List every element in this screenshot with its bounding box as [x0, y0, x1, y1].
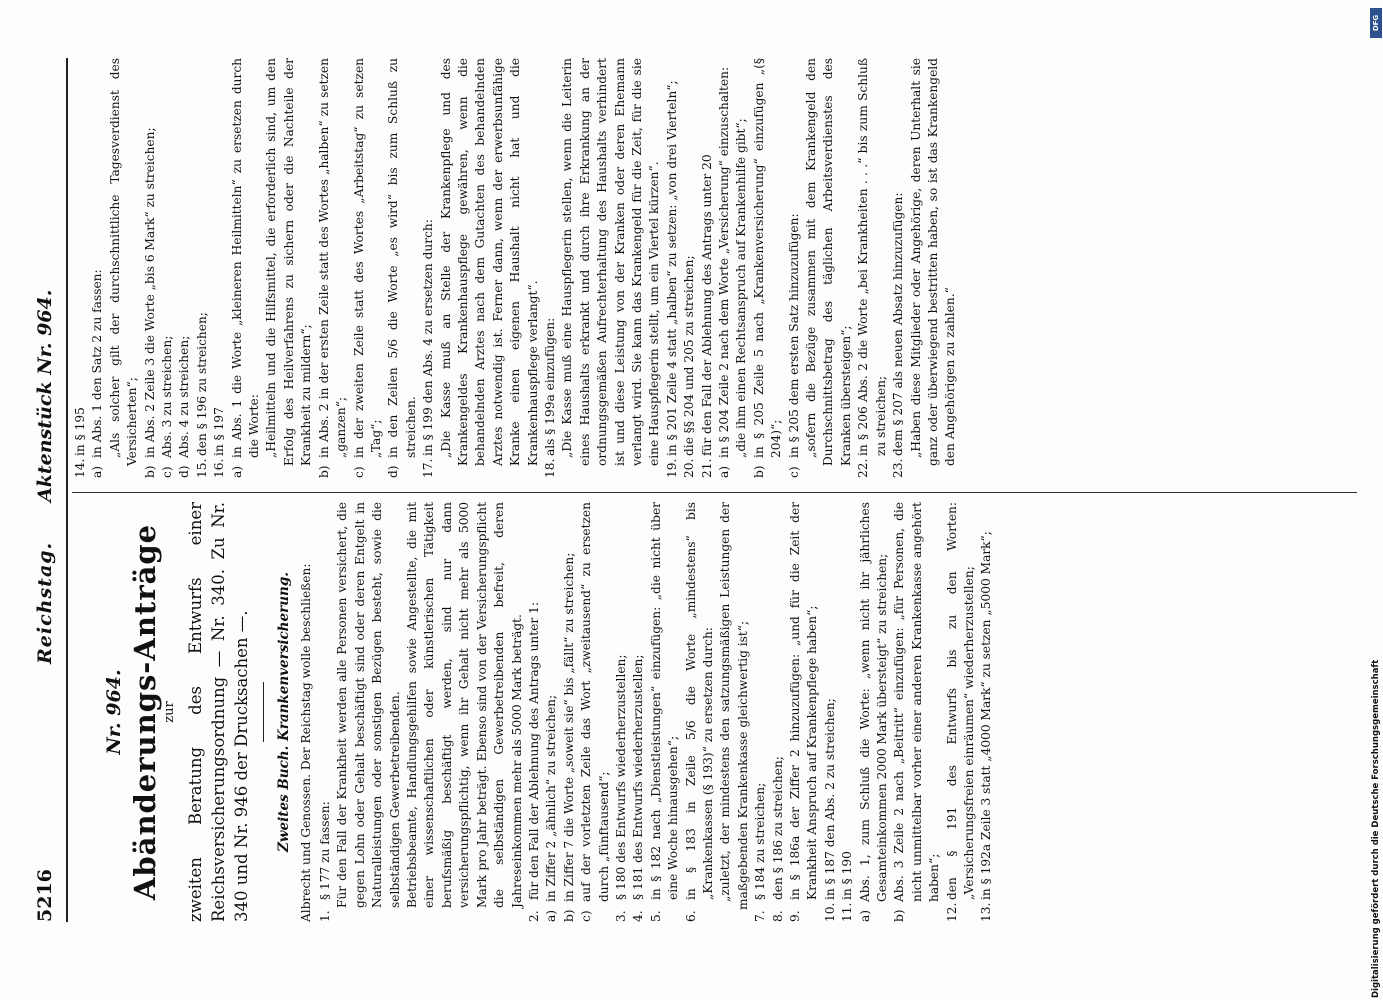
motion-quote: [438, 58, 542, 478]
motion-item-number: 20.: [682, 458, 697, 478]
motion-item: [72, 58, 89, 478]
motion-item-text: in der zweiten Zeile statt des Wortes „Arbeitstag“ zu setzen „Tag“;: [351, 58, 383, 458]
motion-item-text: in § 186a der Ziffer 2 hinzuzufügen: „und für die Zeit der Krankheit Anspruch auf Krankenpflege haben“;: [788, 502, 820, 900]
motion-item-number: 4.: [631, 910, 646, 922]
motion-item-text: Abs. 3 zu streichen;: [160, 335, 175, 458]
motion-item-text: in Abs. 2 Zeile 3 die Worte „bis 6 Mark“ zu streichen;: [142, 127, 157, 458]
motion-item-text: „zuletzt, der mindestens den satzungsmäßigen Leistungen der maßgebenden Krankenkasse gleichwertig ist“;: [718, 502, 750, 910]
motion-item-text: § 181 des Entwurfs wiederherzustellen;: [631, 654, 646, 900]
motion-item-number: 5.: [648, 910, 663, 922]
title-rule: [263, 682, 264, 742]
title-connector: zur: [161, 701, 177, 723]
motion-subitem: [142, 58, 159, 478]
motion-item: [630, 502, 647, 922]
motion-item: [542, 58, 559, 478]
motion-item-number: a): [857, 909, 872, 922]
motion-item: [613, 502, 630, 922]
motion-item-text: in § 201 Zeile 4 statt „halben“ zu setzen: „von drei Vierteln“;: [664, 80, 679, 456]
motion-item-number: b): [751, 465, 766, 478]
motion-item: [404, 502, 526, 922]
motion-item-text: in § 192a Zeile 3 statt „4000 Mark“ zu setzen „5000 Mark“;: [979, 531, 994, 900]
motion-item: [664, 58, 681, 478]
motion-item-text: den § 191 des Entwurfs bis zu den Worten: „Versicherungsfreien einräumen“ wiederherzustellen;: [944, 502, 977, 900]
motion-item-number: 2.: [526, 910, 541, 922]
motion-quote: [733, 58, 750, 478]
document-number: Aktenstück Nr. 964.: [34, 289, 56, 502]
motion-item: [526, 502, 543, 922]
motion-item: [890, 58, 907, 478]
motion-item-text: die §§ 204 und 205 zu streichen;: [682, 255, 697, 456]
motion-subitem: [89, 58, 106, 478]
motion-item-number: b): [316, 465, 331, 478]
motion-item-text: „die ihm einen Rechtsanspruch auf Krankenhilfe gibt“;: [734, 118, 749, 458]
motion-item-number: 10.: [822, 902, 837, 922]
right-column: [72, 58, 1362, 478]
dfg-logo-text: DFG: [1372, 14, 1380, 32]
motion-item-number: 9.: [788, 910, 802, 922]
motion-quote: [107, 58, 142, 478]
motion-quote: [803, 58, 855, 478]
motion-item-number: c): [786, 466, 801, 478]
motion-item-text: in § 195: [73, 407, 87, 456]
motion-item-text: § 184 zu streichen;: [753, 782, 768, 900]
motion-item-text: als § 199a einzufügen:: [542, 317, 557, 456]
motion-item-text: den § 196 zu streichen;: [194, 312, 209, 456]
motion-item-text: Für den Fall der Krankheit werden alle Personen versichert, die gegen Lohn oder Gehalt beschäftigt sind oder deren Entgelt in Naturalleistungen oder sonstigen Bezügen besteht, sowie die selbständigen Gewerbetreibenden.: [335, 502, 402, 908]
motion-item-number: 19.: [664, 458, 679, 478]
motion-item-number: 15.: [194, 458, 209, 478]
motion-item-text: „sofern die Bezüge zusammen mit dem Krankengeld den Durchschnittsbetrag des täglichen Arbeitsverdienstes des Kranken übersteigen“;: [804, 58, 853, 466]
motion-item-number: c): [351, 466, 366, 478]
motion-subitem: [385, 58, 420, 478]
motion-item-number: a): [544, 909, 559, 922]
motion-quote: [717, 502, 752, 922]
left-motion-list: [317, 502, 996, 922]
motion-subitem: [561, 502, 578, 922]
motion-subitem: [857, 502, 892, 922]
motion-item-number: 17.: [421, 458, 436, 478]
motion-item-text: in Ziffer 7 die Worte „soweit sie“ bis „fällt“ zu streichen;: [561, 552, 576, 902]
motion-item: [681, 58, 698, 478]
motion-item-text: in § 205 dem ersten Satz hinzuzufügen:: [786, 213, 801, 458]
motion-subitem: [751, 58, 786, 478]
motion-subitem: [891, 502, 943, 922]
motion-item-number: 1.: [318, 910, 333, 922]
motion-item-text: für den Fall der Ablehnung des Antrags unter 20: [699, 154, 714, 456]
motion-item-number: 3.: [613, 910, 628, 922]
motion-item-text: „Die Kasse muß an Stelle der Krankenpflege und des Krankengeldes Krankenhauspflege gewähren, wenn die behandelnden Arztes nach dem Gutachten des behandelnden Arztes notwendig ist. Ferner dann, wenn der erwerbsunfähige Kranke einen eigenen Haushalt nicht hat und die Krankenhauspflege verlangt“.: [438, 58, 540, 466]
motion-subitem: [229, 58, 264, 478]
motion-item-number: a): [229, 465, 244, 478]
motion-item-number: 11.: [840, 902, 855, 922]
motion-item-text: in Abs. 2 in der ersten Zeile statt des Wortes „halben“ zu setzen „ganzen“;: [316, 58, 349, 458]
motion-quote: [559, 58, 663, 478]
page-number: 5216: [34, 869, 56, 922]
document-subtitle: zweiten Beratung des Entwurfs einer Reichsversicherungsordnung — Nr. 340. Zu Nr. 340 und Nr. 946 der Drucksachen —.: [186, 502, 252, 922]
motion-item-text: für den Fall der Ablehnung des Antrags unter 1:: [526, 602, 541, 900]
motion-item-text: § 177 zu fassen:: [318, 801, 333, 900]
motion-item-number: 13.: [979, 902, 994, 922]
motion-item-number: a): [717, 465, 732, 478]
right-motion-list: [72, 58, 960, 478]
motion-item-text: dem § 207 als neuen Absatz hinzuzufügen:: [891, 192, 906, 456]
motion-item-text: in § 183 in Zeile 5/6 die Worte „mindestens“ bis „Krankenkassen (§ 193)“ zu ersetzen durch:: [683, 502, 715, 900]
motion-item-text: in Abs. 1 die Worte „kleineren Heilmitteln“ zu ersetzen durch die Worte:: [229, 58, 262, 458]
motion-subitem: [543, 502, 560, 922]
motion-item: [420, 58, 437, 478]
motion-item-number: 16.: [212, 458, 227, 478]
motion-item: [211, 58, 228, 478]
column-divider: [72, 492, 1357, 493]
digitization-note: Digitalisierung gefördert durch die Deutsche Forschungsgemeinschaft: [1371, 659, 1381, 998]
motion-subitem: [316, 58, 351, 478]
motion-item-text: Betriebsbeamte, Handlungsgehilfen sowie Angestellte, die mit einer wissenschaftlichen oder künstlerischen Tätigkeit berufsmäßig beschäftigt werden, sind nur dann versicherungspflichtig, wenn ihr Gehalt nicht mehr als 5000 Mark pro Jahr beträgt. Ebenso sind von der Versicherungspflicht die selbständigen Gewerbetreibenden befreit, deren Jahreseinkommen mehr als 5000 Mark beträgt.: [405, 502, 524, 908]
section-heading: Zweites Buch. Krankenversicherung.: [276, 572, 293, 852]
motion-item: [699, 58, 716, 478]
motion-item: [770, 502, 787, 922]
motion-item-text: in § 206 Abs. 2 die Worte „bei Krankheiten . . .“ bis zum Schluß zu streichen;: [856, 58, 888, 456]
motion-item: [683, 502, 718, 922]
motion-item-text: in § 190: [840, 851, 855, 900]
motion-item-number: 23.: [891, 458, 906, 478]
motion-item-number: d): [386, 465, 401, 478]
motion-item: [787, 502, 822, 922]
motion-item-text: in § 199 den Abs. 4 zu ersetzen durch:: [421, 219, 436, 456]
motion-item-text: auf der vorletzten Zeile das Wort „zweitausend“ zu ersetzen durch „fünftausend“;: [579, 502, 611, 902]
motion-item: [978, 502, 995, 922]
motion-item: [648, 502, 683, 922]
motion-item-text: in § 205 Zeile 5 nach „Krankenversicherung“ einzufügen „(§ 204)“;: [751, 58, 784, 458]
motion-subitem: [578, 502, 613, 922]
motion-subitem: [159, 58, 176, 478]
motion-subitem: [176, 58, 193, 478]
motion-item-text: „Als solcher gilt der durchschnittliche Tagesverdienst des Versicherten“;: [107, 58, 140, 466]
motion-item-number: c): [579, 910, 594, 922]
motion-item-text: § 180 des Entwurfs wiederherzustellen;: [613, 654, 628, 900]
motion-item: [855, 58, 890, 478]
motion-item-text: in § 187 den Abs. 2 zu streichen;: [822, 698, 837, 900]
header-rule: [66, 58, 68, 922]
motion-item-number: 12.: [944, 902, 959, 922]
motion-item: [317, 502, 334, 922]
motion-item-number: 18.: [542, 458, 557, 478]
motion-item-text: in § 182 nach „Dienstleistungen“ einzufügen: „die nicht über eine Woche hinausgehen“;: [648, 502, 681, 900]
motion-item-text: in § 197: [212, 407, 227, 456]
document-main-title: Abänderungs-Anträge: [128, 523, 163, 901]
motion-subitem: [351, 58, 386, 478]
motion-item-text: in § 204 Zeile 2 nach dem Worte „Versicherung“ einzuschalten:: [717, 66, 732, 458]
dfg-logo: [1370, 8, 1382, 38]
motion-subitem: [716, 58, 733, 478]
motion-item: [752, 502, 769, 922]
motion-quote: [263, 58, 315, 478]
motion-item-number: a): [90, 465, 105, 478]
motion-item-text: den § 186 zu streichen;: [770, 756, 785, 900]
motion-item: [839, 502, 856, 922]
left-column: [72, 502, 1362, 922]
motion-item-number: c): [160, 466, 175, 478]
running-title: Reichstag.: [34, 541, 56, 664]
motion-item: [334, 502, 404, 922]
motion-item-number: 21.: [699, 458, 714, 478]
motion-item-number: b): [892, 909, 907, 922]
motion-item-text: in Abs. 1 den Satz 2 zu fassen:: [90, 269, 105, 458]
motion-item-text: in Ziffer 2 „ähnlich“ zu streichen;: [544, 694, 559, 902]
motion-item-text: „Haben diese Mitglieder oder Angehörige, deren Unterhalt sie ganz oder überwiegend bestritten haben, so ist das Krankengeld den Angehörigen zu zahlen.“: [908, 58, 958, 466]
motion-item-number: 6.: [683, 910, 698, 922]
motion-item-number: 8.: [770, 910, 785, 922]
page-header: [30, 58, 64, 922]
document-number-title: Nr. 964.: [103, 669, 125, 755]
motion-item: [944, 502, 979, 922]
motion-subitem: [786, 58, 803, 478]
motion-item-text: „Die Kasse muß eine Hauspflegerin stellen, wenn die Leiterin eines Haushalts erkrankt und durch ihre Erkrankung an der ordnungsgemäßen Aufrechterhaltung des Haushalts verhindert ist und diese Leistung von der Kranken oder deren Ehemann verlangt wird. Sie kann das Krankengeld für die Zeit, für die sie eine Hauspflegerin stellt, um ein Viertel kürzen“.: [560, 58, 662, 466]
motion-item-text: „Heilmitteln und die Hilfsmittel, die erforderlich sind, um den Erfolg des Heilverfahrens zu sichern oder die Nachteile der Krankheit zu mildern“;: [264, 58, 314, 466]
motion-item-text: Abs. 1, zum Schluß die Worte: „wenn nicht ihr jährliches Gesamteinkommen 2000 Mark übersteigt“ zu streichen;: [857, 502, 890, 902]
motion-item-number: 14.: [73, 458, 87, 478]
motion-item-number: d): [177, 465, 192, 478]
motion-intro: Albrecht und Genossen. Der Reichstag wolle beschließen:: [298, 563, 313, 922]
motion-item-number: 22.: [856, 458, 871, 478]
motion-item-number: 7.: [753, 910, 768, 922]
motion-item-text: Abs. 3 Zeile 2 nach „Beitritt“ einzufügen: „für Personen, die nicht unmittelbar vorher einer anderen Krankenkasse angehört haben“;: [892, 502, 942, 902]
motion-item: [822, 502, 839, 922]
motion-item-text: in den Zeilen 5/6 die Worte „es wird“ bis zum Schluß zu streichen.: [386, 58, 418, 458]
motion-item-text: Abs. 4 zu streichen;: [177, 335, 192, 458]
motion-quote: [908, 58, 960, 478]
motion-item-number: b): [142, 465, 157, 478]
motion-item: [194, 58, 211, 478]
motion-item-number: b): [561, 909, 576, 922]
